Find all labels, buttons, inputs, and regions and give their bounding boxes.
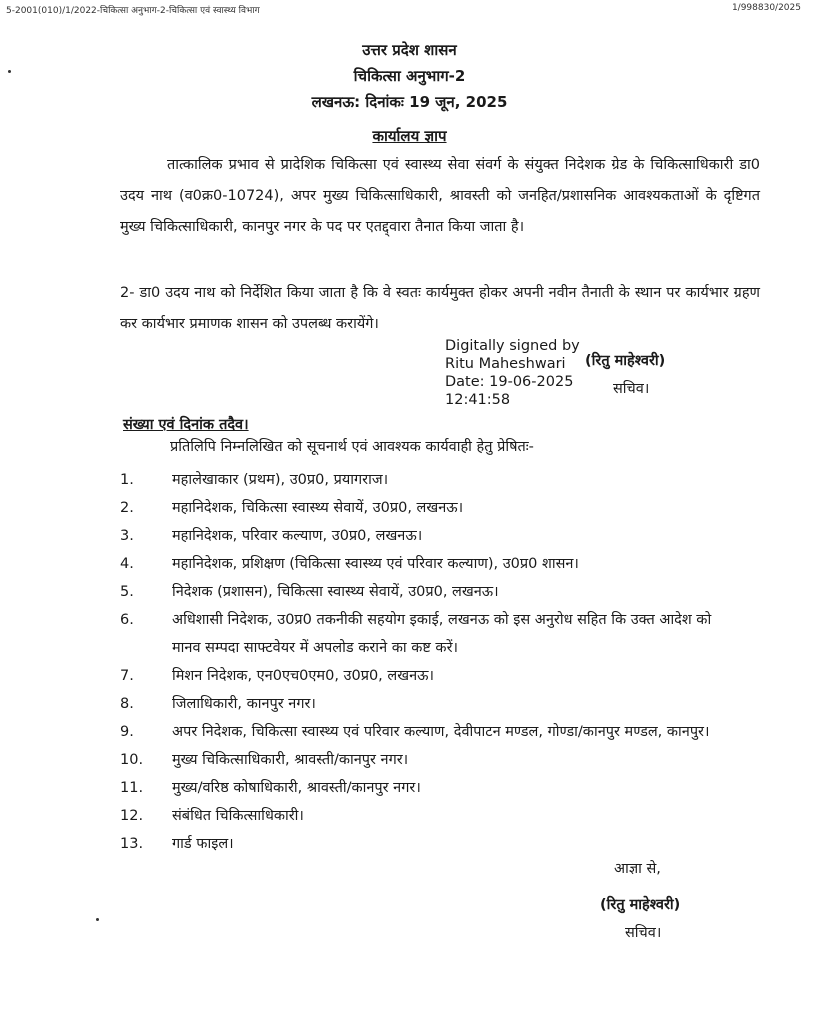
list-item-text: गार्ड फाइल। [172,836,234,852]
list-item-text: जिलाधिकारी, कानपुर नगर। [172,696,316,712]
list-item-number: 6. [120,612,134,628]
list-item-number: 7. [120,668,134,684]
list-item [120,746,720,774]
list-item-text: मिशन निदेशक, एन0एच0एम0, उ0प्र0, लखनऊ। [172,668,435,684]
list-item-number: 4. [120,556,134,572]
list-item-text: महानिदेशक, चिकित्सा स्वास्थ्य सेवायें, उ0प्र0, लखनऊ। [172,500,464,516]
list-item-text: मुख्य चिकित्साधिकारी, श्रावस्ती/कानपुर नगर। [172,752,409,768]
signature-date: Date: 19-06-2025 [445,374,574,390]
list-item [120,774,720,802]
list-item-number: 11. [120,780,144,796]
scan-mark [96,918,99,921]
by-order: आज्ञा से, [614,861,661,877]
list-item-number: 2. [120,500,134,516]
file-reference: 5-2001(010)/1/2022-चिकित्सा अनुभाग-2-चिकित्सा एवं स्वास्थ्य विभाग [6,6,260,16]
list-item-text: महानिदेशक, परिवार कल्याण, उ0प्र0, लखनऊ। [172,528,423,544]
list-item-number: 13. [120,836,144,852]
distribution-list [120,466,720,858]
list-item [120,578,720,606]
government-title: उत्तर प्रदेश शासन [362,41,457,59]
list-item [120,494,720,522]
closing-signatory-name: (रितु माहेश्वरी) [600,897,681,913]
copy-intro: प्रतिलिपि निम्नलिखित को सूचनार्थ एवं आवश्यक कार्यवाही हेतु प्रेषितः- [170,439,534,455]
order-paragraph-1: तात्कालिक प्रभाव से प्रादेशिक चिकित्सा एवं स्वास्थ्य सेवा संवर्ग के संयुक्त निदेशक ग्रेड के चिकित्साधिकारी डा0 उदय नाथ (व0क्र0-10724), अपर मुख्य चिकित्साधिकारी, श्रावस्ती को जनहित/प्रशासनिक आवश्यकताओं के दृष्टिगत मुख्य चिकित्साधिकारी, कानपुर नगर के पद पर एतद्द्वारा तैनात किया जाता है। [120,157,760,235]
list-item-text: महालेखाकार (प्रथम), उ0प्र0, प्रयागराज। [172,472,389,488]
list-item-number: 1. [120,472,134,488]
list-item-text: अपर निदेशक, चिकित्सा स्वास्थ्य एवं परिवार कल्याण, देवीपाटन मण्डल, गोण्डा/कानपुर मण्डल, कानपुर। [172,724,710,740]
list-item [120,690,720,718]
list-item-text: मुख्य/वरिष्ठ कोषाधिकारी, श्रावस्ती/कानपुर नगर। [172,780,421,796]
list-item-text: संबंधित चिकित्साधिकारी। [172,808,304,824]
list-item-number: 10. [120,752,144,768]
order-paragraph-2: 2- डा0 उदय नाथ को निर्देशित किया जाता है कि वे स्वतः कार्यमुक्त होकर अपनी नवीन तैनाती के स्थान पर कार्यभार ग्रहण कर कार्यभार प्रमाणक शासन को उपलब्ध करायेंगे। [120,285,760,332]
list-item-number: 8. [120,696,134,712]
list-item [120,466,720,494]
list-item-text: महानिदेशक, प्रशिक्षण (चिकित्सा स्वास्थ्य एवं परिवार कल्याण), उ0प्र0 शासन। [172,556,579,572]
memo-heading: कार्यालय ज्ञाप [372,127,447,145]
list-item-text: निदेशक (प्रशासन), चिकित्सा स्वास्थ्य सेवायें, उ0प्र0, लखनऊ। [172,584,499,600]
list-item [120,550,720,578]
list-item [120,662,720,690]
list-item-number: 5. [120,584,134,600]
list-item [120,606,720,662]
list-item-text: अधिशासी निदेशक, उ0प्र0 तकनीकी सहयोग इकाई, लखनऊ को इस अनुरोध सहित कि उक्त आदेश को मानव सम्पदा साफ्टवेयर में अपलोड कराने का कष्ट करें। [172,612,712,656]
digital-signature-block [445,337,580,409]
list-item [120,802,720,830]
signature-signer: Ritu Maheshwari [445,356,566,372]
list-item-number: 3. [120,528,134,544]
section-title: चिकित्सा अनुभाग-2 [353,67,466,85]
reference-heading: संख्या एवं दिनांक तदैव। [123,417,249,433]
list-item-number: 12. [120,808,144,824]
list-item-number: 9. [120,724,134,740]
list-item [120,522,720,550]
list-item [120,718,720,746]
place-date: लखनऊ: दिनांकः 19 जून, 2025 [311,93,508,111]
list-item [120,830,720,858]
closing-designation: सचिव। [625,925,662,941]
document-number: 1/998830/2025 [731,3,801,13]
signatory-designation: सचिव। [613,381,650,397]
signature-line: Digitally signed by [445,338,580,354]
signature-time: 12:41:58 [445,392,511,408]
signatory-name: (रितु माहेश्वरी) [585,353,666,369]
